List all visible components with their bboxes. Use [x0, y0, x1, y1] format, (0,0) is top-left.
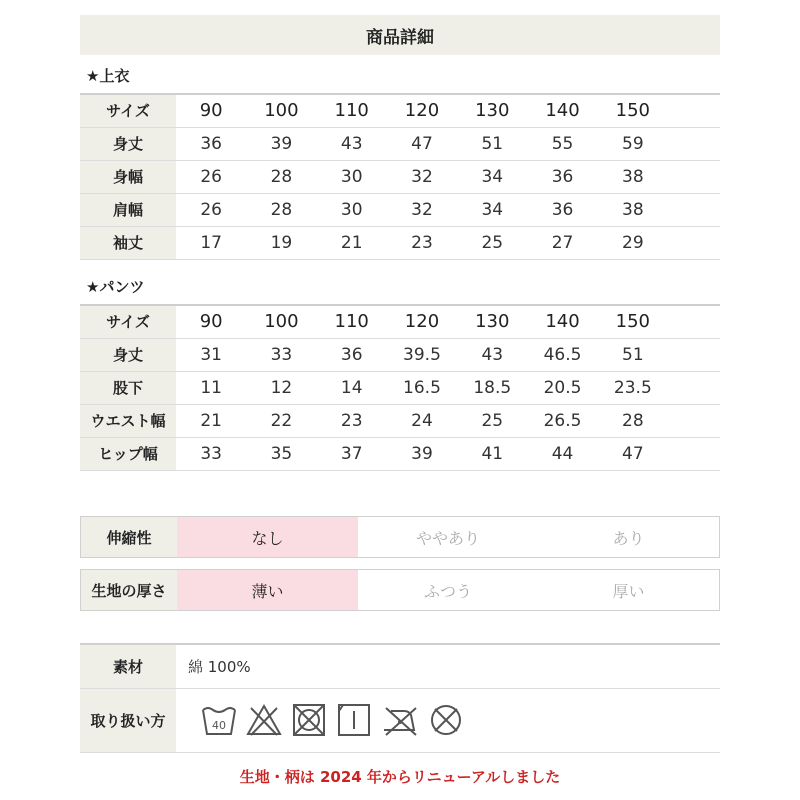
table-cell: 24 [411, 410, 433, 431]
table-cell: 34 [481, 199, 504, 220]
table-cell: 39 [270, 133, 293, 154]
table-cell: 44 [551, 443, 574, 464]
table-cell: 26 [200, 199, 222, 220]
row-label: 股下 [80, 371, 176, 404]
pants-size-table [80, 304, 720, 471]
table-cell: 32 [411, 166, 433, 187]
table-cell: 51 [481, 133, 504, 154]
table-cell: 30 [340, 199, 363, 220]
no-bleach-icon [245, 702, 283, 738]
spacer [668, 127, 720, 160]
table-cell: 28 [270, 199, 293, 220]
table-cell: 36 [200, 133, 222, 154]
table-cell: 26 [200, 166, 222, 187]
spacer [668, 437, 720, 470]
stretch-label: 伸縮性 [81, 517, 177, 557]
table-cell: 51 [622, 344, 644, 365]
table-row [80, 437, 720, 470]
size-header-row [80, 305, 720, 338]
table-cell: 38 [622, 199, 644, 220]
size-cell: 110 [334, 311, 369, 333]
tops-size-table [80, 93, 720, 260]
material-label: 素材 [80, 644, 176, 688]
table-cell: 28 [622, 410, 644, 431]
table-cell: 17 [200, 232, 222, 253]
size-cell: 150 [615, 100, 651, 122]
line-dry-icon [335, 702, 373, 738]
table-cell: 55 [551, 133, 574, 154]
size-cell: 130 [475, 100, 510, 122]
table-cell: 46.5 [543, 344, 582, 365]
table-cell: 12 [270, 377, 293, 398]
spacer [668, 226, 720, 259]
table-cell: 47 [411, 133, 433, 154]
no-dry-clean-icon [427, 702, 465, 738]
table-cell: 36 [551, 199, 574, 220]
size-cell: 90 [199, 311, 223, 333]
table-cell: 59 [622, 133, 644, 154]
size-cell: 100 [264, 100, 299, 122]
material-value: 綿 100% [188, 657, 251, 676]
table-cell: 21 [200, 410, 222, 431]
thickness-rating [80, 569, 720, 611]
renewal-notice: 生地・柄は 2024 年からリニューアルしました [239, 768, 561, 786]
table-cell: 33 [270, 344, 293, 365]
table-cell: 28 [270, 166, 293, 187]
table-cell: 23.5 [613, 377, 652, 398]
table-row [80, 371, 720, 404]
size-cell: 140 [545, 100, 580, 122]
size-cell: 120 [404, 311, 440, 333]
row-label: 身丈 [80, 338, 176, 371]
care-icons [176, 688, 720, 752]
spacer [668, 94, 720, 127]
page-title: 商品詳細 [80, 15, 720, 55]
table-cell: 32 [411, 199, 433, 220]
wash-temp-label: 40 [212, 719, 226, 732]
spacer [668, 371, 720, 404]
table-row [80, 404, 720, 437]
table-cell: 23 [340, 410, 363, 431]
care-label: 取り扱い方 [80, 688, 176, 752]
size-header-label: サイズ [80, 94, 176, 127]
row-label: ウエスト幅 [80, 404, 176, 437]
table-cell: 39.5 [403, 344, 441, 365]
no-tumble-dry-icon [290, 702, 328, 738]
stretch-option-yes: あり [612, 528, 645, 548]
size-cell: 110 [334, 100, 369, 122]
table-row [80, 160, 720, 193]
table-cell: 11 [200, 377, 222, 398]
table-cell: 36 [340, 344, 363, 365]
low-iron-icon [380, 702, 420, 738]
pants-section-title: ★パンツ [86, 278, 145, 296]
table-cell: 43 [481, 344, 504, 365]
size-cell: 150 [615, 311, 651, 333]
stretch-rating [80, 516, 720, 558]
table-cell: 16.5 [403, 377, 441, 398]
wash-40-icon [200, 702, 238, 738]
table-cell: 38 [622, 166, 644, 187]
table-cell: 35 [270, 443, 293, 464]
row-label: 身丈 [80, 127, 176, 160]
table-cell: 36 [551, 166, 574, 187]
spacer [668, 305, 720, 338]
material-care-table [80, 643, 720, 753]
table-cell: 25 [481, 232, 504, 253]
table-cell: 39 [411, 443, 433, 464]
row-label: 肩幅 [80, 193, 176, 226]
table-cell: 33 [200, 443, 222, 464]
care-row [80, 688, 720, 752]
size-cell: 140 [545, 311, 580, 333]
size-header-label: サイズ [80, 305, 176, 338]
spacer [668, 338, 720, 371]
spacer [668, 404, 720, 437]
table-cell: 29 [622, 232, 644, 253]
stretch-option-slight: ややあり [415, 528, 480, 548]
thickness-label: 生地の厚さ [81, 570, 177, 610]
table-cell: 34 [481, 166, 504, 187]
table-cell: 25 [481, 410, 504, 431]
size-cell: 120 [404, 100, 440, 122]
table-row [80, 193, 720, 226]
stretch-option-none: なし [177, 517, 358, 557]
material-row [80, 644, 720, 688]
row-label: 袖丈 [80, 226, 176, 259]
table-cell: 21 [340, 232, 363, 253]
table-cell: 47 [622, 443, 644, 464]
thickness-option-thick: 厚い [612, 581, 645, 601]
table-cell: 14 [340, 377, 363, 398]
table-cell: 37 [340, 443, 363, 464]
spacer [668, 193, 720, 226]
table-row [80, 127, 720, 160]
table-cell: 20.5 [543, 377, 582, 398]
spacer [668, 160, 720, 193]
table-cell: 30 [340, 166, 363, 187]
row-label: 身幅 [80, 160, 176, 193]
table-cell: 26.5 [543, 410, 582, 431]
size-cell: 130 [475, 311, 510, 333]
size-header-row [80, 94, 720, 127]
table-row [80, 226, 720, 259]
table-cell: 43 [340, 133, 363, 154]
table-cell: 18.5 [473, 377, 512, 398]
thickness-option-thin: 薄い [177, 570, 358, 610]
table-cell: 41 [481, 443, 504, 464]
table-cell: 27 [551, 232, 574, 253]
size-cell: 100 [264, 311, 299, 333]
tops-section-title: ★上衣 [86, 67, 130, 85]
table-row [80, 338, 720, 371]
table-cell: 23 [411, 232, 433, 253]
table-cell: 22 [270, 410, 293, 431]
table-cell: 31 [200, 344, 222, 365]
table-cell: 19 [270, 232, 293, 253]
size-cell: 90 [199, 100, 223, 122]
thickness-option-normal: ふつう [423, 581, 472, 601]
row-label: ヒップ幅 [80, 437, 176, 470]
